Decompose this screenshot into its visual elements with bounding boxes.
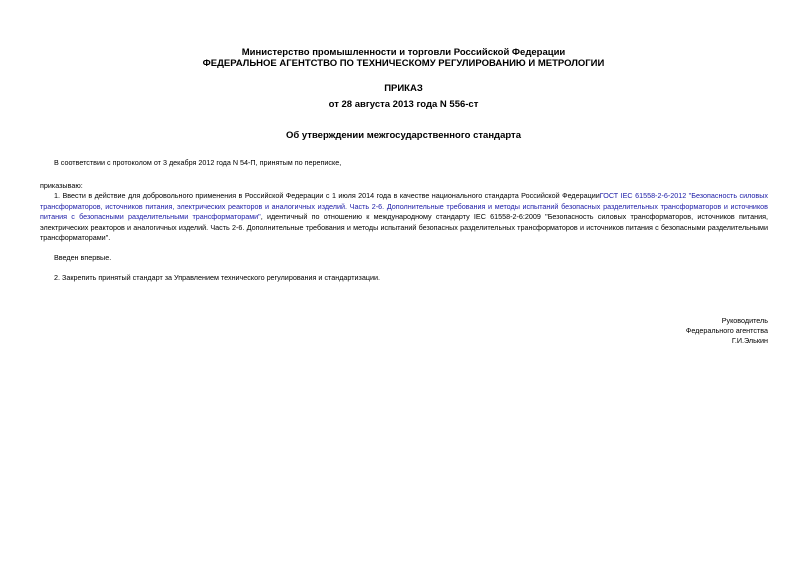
item-2-paragraph: 2. Закрепить принятый стандарт за Управлением технического регулирования и стандартизации. [54,273,380,282]
introduced-note: Введен впервые. [54,253,112,262]
signature-name: Г.И.Элькин [731,336,768,345]
signature-org: Федерального агентства [685,326,768,335]
item-1-suffix: , идентичный по отношению к международному стандарту IEC 61558-2-6:2009 "Безопасность силовых трансформаторов, источников питания, электрических реакторов и аналогичных изделий. Часть 2-6. Дополнительные требования и методы испытаний безопасных разделительных трансформаторов и источников питания с безопасными разделительными трансформаторами". [40,212,768,242]
signature-title: Руководитель [721,316,768,325]
ministry-title: Министерство промышленности и торговли Российской Федерации [241,47,566,58]
item-1-paragraph [40,191,768,244]
agency-title: ФЕДЕРАЛЬНОЕ АГЕНТСТВО ПО ТЕХНИЧЕСКОМУ РЕГУЛИРОВАНИЮ И МЕТРОЛОГИИ [202,58,605,69]
order-word: приказываю: [40,181,83,190]
standard-link[interactable]: ГОСТ IEC 61558-2-6-2012 "Безопасность силовых трансформаторов, источников питания, электрических реакторов и аналогичных изделий. Часть 2-6. Дополнительные требования и методы испытаний безопасных разделительных трансформаторов и источников питания с безопасными разделительными трансформаторами" [40,191,768,221]
item-1-prefix: 1. Ввести в действие для добровольного применения в Российской Федерации с 1 июля 2014 года в качестве национального стандарта Российской Федерации [54,191,600,200]
document-subject: Об утверждении межгосударственного стандарта [286,130,521,141]
protocol-paragraph: В соответствии с протоколом от 3 декабря 2012 года N 54-П, принятым по переписке, [54,158,342,167]
document-type: ПРИКАЗ [384,83,423,94]
document-date-number: от 28 августа 2013 года N 556-ст [328,99,479,110]
